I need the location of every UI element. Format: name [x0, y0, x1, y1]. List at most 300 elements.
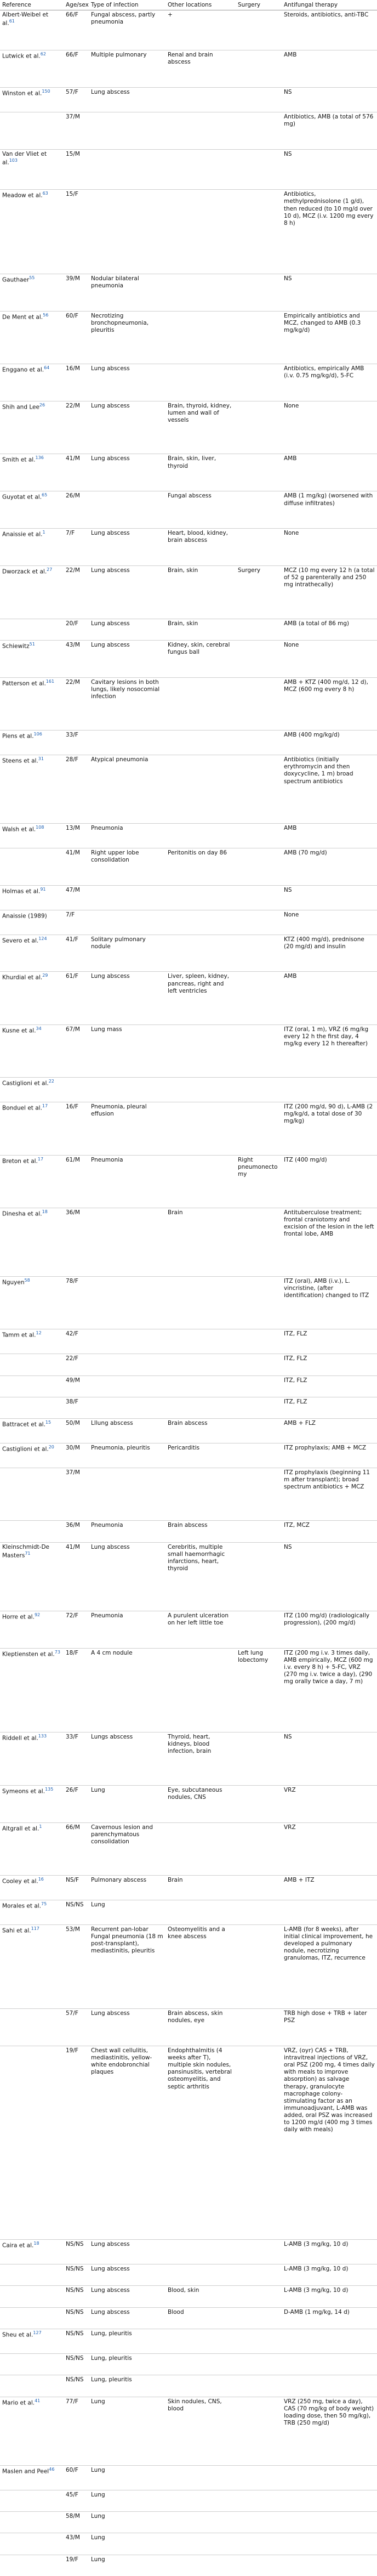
cell-antifungal-therapy-text: NS — [284, 150, 292, 157]
cell-other-locations-text: Heart, blood, kidney, brain abscess — [168, 530, 228, 544]
cell-antifungal-therapy-text: Antibiotics, AMB (a total of 576 mg) — [284, 114, 374, 128]
cell-type-of-infection — [89, 364, 165, 401]
cell-type-of-infection-text: Chest wall cellulitis, mediastinitis, yellow-white endobronchial plaques — [91, 2047, 152, 2076]
cell-surgery — [236, 529, 282, 566]
reference-citation-link[interactable]: 18 — [33, 2241, 39, 2246]
cell-age-sex — [64, 1024, 89, 1077]
cell-antifungal-therapy — [282, 491, 377, 529]
table-row — [0, 2240, 377, 2264]
cell-reference — [0, 2264, 64, 2285]
reference-citation-link[interactable]: 16 — [38, 1876, 44, 1882]
cell-surgery — [236, 10, 282, 50]
cell-age-sex — [64, 2329, 89, 2354]
cell-surgery-text: Surgery — [238, 567, 261, 574]
cell-other-locations — [165, 935, 236, 972]
cell-age-sex-text: 37/M — [66, 114, 80, 121]
cell-reference — [0, 1375, 64, 1397]
cell-other-locations — [165, 10, 236, 50]
cell-reference — [0, 885, 64, 910]
reference-citation-link[interactable]: 15 — [45, 1420, 52, 1425]
cell-age-sex-text: 38/F — [66, 1398, 78, 1405]
cell-surgery — [236, 2307, 282, 2329]
table-row — [0, 2009, 377, 2046]
cell-type-of-infection-text: Lung abscess — [91, 455, 130, 462]
cell-surgery — [236, 972, 282, 1024]
cell-reference — [0, 2307, 64, 2329]
cell-other-locations-text: Liver, spleen, kidney, pancreas, right and left ventricles — [168, 973, 230, 994]
cell-other-locations — [165, 910, 236, 935]
reference-citation-link[interactable]: 31 — [38, 756, 44, 762]
cell-reference — [0, 2046, 64, 2239]
cell-other-locations — [165, 1024, 236, 1077]
reference-citation-link[interactable]: 75 — [41, 1901, 47, 1906]
table-row — [0, 885, 377, 910]
cell-surgery — [236, 1924, 282, 2008]
cell-reference — [0, 2240, 64, 2264]
reference-citation-link[interactable]: 1 — [42, 530, 45, 535]
table-row — [0, 1078, 377, 1102]
cell-reference-text: Dworzack et al. — [2, 568, 47, 575]
cell-reference — [0, 311, 64, 364]
cell-type-of-infection — [89, 1208, 165, 1276]
reference-citation-link[interactable]: 117 — [31, 1926, 39, 1931]
reference-citation-link[interactable]: 64 — [44, 365, 50, 371]
cell-type-of-infection-text: Multiple pulmonary — [91, 52, 147, 59]
cell-other-locations — [165, 1397, 236, 1418]
reference-citation-link[interactable]: 71 — [25, 1550, 31, 1556]
cell-antifungal-therapy — [282, 731, 377, 755]
table-row — [0, 1521, 377, 1542]
cell-antifungal-therapy-text: ITZ prophylaxis (beginning 11 m after transplant); broad spectrum antibiotics + MCZ — [284, 1469, 370, 1491]
cell-surgery — [236, 885, 282, 910]
cell-type-of-infection — [89, 910, 165, 935]
cell-antifungal-therapy-text: NS — [284, 1543, 292, 1550]
reference-citation-link[interactable]: 62 — [40, 52, 46, 57]
cell-surgery-text: Right pneumonectomy — [238, 1156, 278, 1177]
cell-age-sex-text: 19/F — [66, 2556, 78, 2563]
cell-age-sex — [64, 2240, 89, 2264]
cell-age-sex — [64, 1443, 89, 1468]
reference-citation-link[interactable]: 127 — [33, 2330, 42, 2336]
reference-citation-link[interactable]: 91 — [40, 886, 46, 892]
cell-type-of-infection — [89, 1155, 165, 1208]
cell-reference — [0, 2490, 64, 2511]
table-row — [0, 2490, 377, 2511]
cell-surgery — [236, 1397, 282, 1418]
cell-type-of-infection — [89, 2240, 165, 2264]
cell-age-sex-text: 16/F — [66, 1103, 78, 1111]
reference-citation-link[interactable]: 18 — [42, 1209, 48, 1214]
cell-age-sex-text: 15/F — [66, 191, 78, 198]
reference-citation-link[interactable]: 26 — [39, 403, 45, 408]
cell-reference-text: Holmas et al. — [2, 888, 41, 895]
cell-antifungal-therapy-text: AMB + FLZ — [284, 1420, 316, 1427]
cell-type-of-infection-text: Pneumonia, pleuritis — [91, 1445, 150, 1452]
reference-citation-link[interactable]: 133 — [38, 1734, 47, 1739]
cell-type-of-infection-text: Right upper lobe consolidation — [91, 849, 139, 864]
cell-antifungal-therapy-text: AMB + ITZ — [284, 1876, 315, 1883]
reference-citation-link[interactable]: 161 — [45, 678, 55, 684]
cell-other-locations — [165, 1733, 236, 1785]
cell-age-sex-text: 60/F — [66, 312, 78, 319]
reference-citation-link[interactable]: 92 — [34, 1612, 41, 1617]
cell-surgery — [236, 1521, 282, 1542]
reference-citation-link[interactable]: 63 — [42, 191, 48, 196]
cell-type-of-infection-text: Pneumonia — [91, 825, 123, 832]
cell-reference — [0, 1208, 64, 1276]
cell-surgery — [236, 1468, 282, 1520]
cell-surgery — [236, 1024, 282, 1077]
cell-other-locations-text: Brain — [168, 1209, 183, 1216]
reference-citation-link[interactable]: 12 — [36, 1331, 42, 1336]
cell-age-sex — [64, 88, 89, 112]
table-row — [0, 10, 377, 50]
cell-age-sex-text: 42/F — [66, 1331, 78, 1338]
reference-citation-link[interactable]: 46 — [49, 2466, 55, 2472]
cell-reference-text: Guyotat et al. — [2, 494, 42, 501]
cell-reference — [0, 1276, 64, 1329]
cell-antifungal-therapy — [282, 972, 377, 1024]
cell-antifungal-therapy — [282, 274, 377, 311]
cell-other-locations — [165, 1276, 236, 1329]
cell-age-sex-text: 22/M — [66, 567, 80, 574]
cell-type-of-infection-text: Lung abscess — [91, 365, 130, 372]
cell-surgery — [236, 1542, 282, 1611]
reference-citation-link[interactable]: 136 — [35, 455, 44, 461]
reference-citation-link[interactable]: 56 — [43, 312, 49, 318]
cell-surgery — [236, 2375, 282, 2397]
cell-surgery — [236, 1102, 282, 1155]
cell-type-of-infection — [89, 1397, 165, 1418]
cell-other-locations — [165, 731, 236, 755]
cell-age-sex — [64, 454, 89, 491]
cell-reference-text: Smith et al. — [2, 456, 36, 463]
cell-antifungal-therapy — [282, 1375, 377, 1397]
cell-type-of-infection-text: Lung abscess — [91, 2241, 130, 2248]
table-row — [0, 2397, 377, 2465]
cell-other-locations-text: Brain, skin — [168, 620, 198, 627]
cell-type-of-infection — [89, 972, 165, 1024]
cell-type-of-infection — [89, 935, 165, 972]
cell-age-sex-text: NS/F — [66, 1876, 79, 1883]
cell-type-of-infection — [89, 2490, 165, 2511]
cell-antifungal-therapy — [282, 2307, 377, 2329]
cell-antifungal-therapy — [282, 2353, 377, 2375]
reference-citation-link[interactable]: 150 — [42, 89, 50, 94]
cell-other-locations-text: Blood — [168, 2308, 184, 2315]
reference-citation-link[interactable]: 58 — [24, 1277, 30, 1283]
cell-antifungal-therapy — [282, 1397, 377, 1418]
cell-type-of-infection — [89, 50, 165, 88]
cell-other-locations-text: Brain, skin, liver, thyroid — [168, 455, 216, 469]
cell-other-locations — [165, 1785, 236, 1822]
cell-reference — [0, 2375, 64, 2397]
cell-surgery — [236, 1785, 282, 1822]
cell-age-sex-text: NS/NS — [66, 2241, 84, 2248]
reference-citation-link[interactable]: 103 — [9, 158, 18, 163]
reference-citation-link[interactable]: 34 — [36, 1026, 42, 1031]
cell-type-of-infection — [89, 566, 165, 619]
cell-antifungal-therapy — [282, 1024, 377, 1077]
cell-type-of-infection-text: Lung — [91, 2556, 105, 2563]
cell-age-sex-text: 22/M — [66, 403, 80, 410]
cell-antifungal-therapy — [282, 1900, 377, 1924]
table-row — [0, 364, 377, 401]
cell-age-sex-text: NS/NS — [66, 2287, 84, 2294]
cell-type-of-infection-text: Lung — [91, 1901, 105, 1908]
cell-type-of-infection-text: Lung abscess — [91, 567, 130, 574]
cell-type-of-infection — [89, 1276, 165, 1329]
cell-reference — [0, 274, 64, 311]
cell-reference — [0, 2286, 64, 2307]
cell-antifungal-therapy — [282, 2286, 377, 2307]
cell-type-of-infection-text: Lung abscess — [91, 1543, 130, 1550]
cell-reference-text: Riddell et al. — [2, 1735, 38, 1742]
cell-other-locations — [165, 1354, 236, 1375]
cell-type-of-infection-text: Cavernous lesion and parenchymatous consolidation — [91, 1824, 153, 1845]
cell-other-locations — [165, 2375, 236, 2397]
cell-other-locations — [165, 2555, 236, 2576]
cell-other-locations — [165, 1875, 236, 1900]
cell-type-of-infection — [89, 2264, 165, 2285]
cell-type-of-infection — [89, 2009, 165, 2046]
cell-other-locations — [165, 1155, 236, 1208]
cell-antifungal-therapy-text: ITZ, FLZ — [284, 1377, 307, 1384]
cell-age-sex-text: 43/M — [66, 642, 80, 649]
table-row — [0, 731, 377, 755]
cell-surgery — [236, 1329, 282, 1354]
reference-citation-link[interactable]: 29 — [42, 973, 48, 978]
reference-citation-link[interactable]: 61 — [9, 19, 15, 24]
cell-type-of-infection — [89, 2307, 165, 2329]
cell-other-locations — [165, 1611, 236, 1648]
cell-other-locations — [165, 112, 236, 150]
cell-other-locations — [165, 2329, 236, 2354]
cell-surgery — [236, 1733, 282, 1785]
cell-surgery — [236, 2533, 282, 2555]
cell-antifungal-therapy-text: None — [284, 530, 299, 537]
cell-age-sex-text: 26/M — [66, 492, 80, 500]
cell-age-sex-text: 41/F — [66, 936, 78, 943]
cell-type-of-infection — [89, 2511, 165, 2533]
cell-age-sex — [64, 2490, 89, 2511]
cell-reference — [0, 88, 64, 112]
cell-age-sex — [64, 1375, 89, 1397]
reference-citation-link[interactable]: 124 — [38, 936, 47, 941]
cell-type-of-infection — [89, 619, 165, 640]
header-row — [0, 0, 377, 10]
cell-antifungal-therapy — [282, 1329, 377, 1354]
cell-other-locations-text: Brain, thyroid, kidney, lumen and wall of vessels — [168, 403, 232, 424]
table-row — [0, 401, 377, 454]
cell-antifungal-therapy — [282, 1648, 377, 1732]
cell-other-locations — [165, 1900, 236, 1924]
cell-antifungal-therapy-text: KTZ (400 mg/d), prednisone (20 mg/d) and insulin — [284, 936, 364, 950]
cell-surgery — [236, 1611, 282, 1648]
cell-type-of-infection — [89, 848, 165, 885]
cell-type-of-infection — [89, 112, 165, 150]
cell-age-sex-text: 57/F — [66, 89, 78, 96]
reference-citation-link[interactable]: 51 — [29, 642, 35, 647]
cell-antifungal-therapy-text: AMB — [284, 825, 297, 832]
table-row — [0, 2307, 377, 2329]
cell-type-of-infection-text: Fungal abscess, partly pneumonia — [91, 12, 156, 26]
cell-reference-text: Anaissie (1989) — [2, 913, 47, 920]
cell-age-sex-text: 26/F — [66, 1786, 78, 1793]
cell-other-locations — [165, 1208, 236, 1276]
reference-citation-link[interactable]: 73 — [54, 1649, 60, 1655]
cell-surgery — [236, 1443, 282, 1468]
cell-age-sex-text: 16/M — [66, 365, 80, 372]
cell-age-sex-text: NS/NS — [66, 2330, 84, 2337]
cell-other-locations — [165, 1521, 236, 1542]
cell-other-locations — [165, 50, 236, 88]
table-row — [0, 2329, 377, 2354]
cell-antifungal-therapy — [282, 2375, 377, 2397]
cell-reference — [0, 2009, 64, 2046]
cell-other-locations — [165, 2046, 236, 2239]
cell-other-locations — [165, 454, 236, 491]
cell-antifungal-therapy-text: None — [284, 642, 299, 649]
reference-citation-link[interactable]: 55 — [29, 275, 35, 280]
cell-antifungal-therapy-text: ITZ, FLZ — [284, 1331, 307, 1338]
reference-citation-link[interactable]: 108 — [36, 825, 44, 830]
table-row — [0, 88, 377, 112]
reference-citation-link[interactable]: 106 — [33, 732, 42, 737]
cell-antifungal-therapy — [282, 885, 377, 910]
cell-other-locations — [165, 2009, 236, 2046]
cell-other-locations-text: Brain abscess, skin nodules, eye — [168, 2010, 223, 2024]
cell-antifungal-therapy — [282, 1276, 377, 1329]
cell-reference — [0, 529, 64, 566]
cell-age-sex — [64, 1521, 89, 1542]
cell-age-sex — [64, 1397, 89, 1418]
cell-antifungal-therapy — [282, 1208, 377, 1276]
cell-reference-text: Kleinschmidt-De Masters — [2, 1543, 49, 1559]
cell-age-sex-text: 50/M — [66, 1420, 80, 1427]
reference-citation-link[interactable]: 20 — [48, 1445, 54, 1450]
cell-age-sex-text: NS/NS — [66, 2265, 84, 2272]
reference-citation-link[interactable]: 135 — [45, 1786, 54, 1792]
cell-other-locations — [165, 88, 236, 112]
cell-surgery — [236, 2555, 282, 2576]
table-row — [0, 454, 377, 491]
cell-reference — [0, 1155, 64, 1208]
cell-age-sex — [64, 1924, 89, 2008]
cell-age-sex — [64, 2307, 89, 2329]
reference-citation-link[interactable]: 27 — [47, 567, 53, 573]
cell-type-of-infection-text: Lung abscess — [91, 620, 130, 627]
reference-citation-link[interactable]: 65 — [42, 492, 48, 498]
cell-reference — [0, 2555, 64, 2576]
cell-type-of-infection-text: Lllung abscess — [91, 1420, 133, 1427]
cell-antifungal-therapy — [282, 190, 377, 274]
cell-type-of-infection-text: Atypical pneumonia — [91, 756, 148, 763]
cell-age-sex-text: 18/F — [66, 1649, 78, 1656]
reference-citation-link[interactable]: 1 — [39, 1824, 42, 1829]
cell-antifungal-therapy — [282, 2329, 377, 2354]
cell-age-sex-text: 20/F — [66, 620, 78, 627]
cell-age-sex-text: 7/F — [66, 530, 75, 537]
cell-surgery — [236, 2240, 282, 2264]
cell-type-of-infection — [89, 2555, 165, 2576]
cell-age-sex-text: 28/F — [66, 756, 78, 763]
header-age-sex: Age/sex — [64, 0, 89, 10]
cell-antifungal-therapy — [282, 755, 377, 824]
cell-other-locations — [165, 2511, 236, 2533]
cell-antifungal-therapy — [282, 1822, 377, 1875]
cell-other-locations-text: Brain abscess — [168, 1522, 208, 1529]
table-row — [0, 1024, 377, 1077]
cell-surgery — [236, 1375, 282, 1397]
cell-antifungal-therapy — [282, 401, 377, 454]
cell-type-of-infection — [89, 1785, 165, 1822]
reference-citation-link[interactable]: 22 — [48, 1079, 54, 1084]
cell-surgery — [236, 401, 282, 454]
header-antifungal-therapy: Antifungal therapy — [282, 0, 377, 10]
cell-type-of-infection — [89, 1900, 165, 1924]
cell-antifungal-therapy-text: Antibiotics (initially erythromycin and then doxycycline, 1 m) broad spectrum antibiotics — [284, 756, 353, 785]
cell-antifungal-therapy-text: AMB + KTZ (400 mg/d, 12 d), MCZ (600 mg every 8 h) — [284, 678, 368, 693]
reference-citation-link[interactable]: 17 — [42, 1103, 48, 1109]
header-surgery: Surgery — [236, 0, 282, 10]
cell-other-locations-text: Eye, subcutaneous nodules, CNS — [168, 1786, 222, 1801]
cell-reference — [0, 824, 64, 848]
cell-type-of-infection-text: Lung mass — [91, 1026, 122, 1033]
cell-age-sex-text: 37/M — [66, 1469, 80, 1476]
cell-reference-text: Piens et al. — [2, 733, 34, 740]
cell-age-sex — [64, 112, 89, 150]
reference-citation-link[interactable]: 41 — [35, 2398, 41, 2403]
cell-surgery — [236, 149, 282, 189]
cell-antifungal-therapy-text: L-AMB (for 8 weeks), after initial clinical improvement, he developed a pulmonary nodule, necrotizing granulomas, ITZ, recurrence — [284, 1926, 373, 1962]
table-row — [0, 2353, 377, 2375]
cell-age-sex-text: 66/M — [66, 1824, 80, 1831]
cell-age-sex-text: 45/F — [66, 2491, 78, 2498]
cell-age-sex-text: NS/NS — [66, 2354, 84, 2362]
cell-reference-text: Kleptiensten et al. — [2, 1651, 55, 1658]
cell-other-locations-text: Endophthalmitis (4 weeks after T), multiple skin nodules, pansinusitis, vertebral osteomyelitis, and septic arthritis — [168, 2047, 232, 2090]
cell-type-of-infection-text: Lung, pleuritis — [91, 2376, 132, 2383]
cell-antifungal-therapy — [282, 2009, 377, 2046]
cell-reference-text: Tamm et al. — [2, 1332, 36, 1339]
cell-reference — [0, 1542, 64, 1611]
cell-reference — [0, 1733, 64, 1785]
table-row — [0, 2286, 377, 2307]
cell-antifungal-therapy-text: Antibiotics, methylprednisolone (1 g/d), then reduced (to 10 mg/d over 10 d), MCZ (i.v. 1200 mg every 8 h) — [284, 191, 374, 227]
cell-antifungal-therapy-text: L-AMB (3 mg/kg, 10 d) — [284, 2287, 349, 2294]
cell-antifungal-therapy — [282, 2240, 377, 2264]
table-row — [0, 1443, 377, 1468]
cell-antifungal-therapy-text: VRZ — [284, 1824, 296, 1831]
cell-surgery — [236, 619, 282, 640]
table-row — [0, 1875, 377, 1900]
cell-age-sex-text: 30/M — [66, 1445, 80, 1452]
cell-age-sex — [64, 1419, 89, 1443]
cell-reference-text: Enggano et al. — [2, 366, 44, 373]
cell-surgery — [236, 1354, 282, 1375]
cell-antifungal-therapy — [282, 1542, 377, 1611]
table-row — [0, 1155, 377, 1208]
cell-type-of-infection — [89, 1521, 165, 1542]
cell-other-locations — [165, 2307, 236, 2329]
reference-citation-link[interactable]: 17 — [37, 1156, 44, 1162]
cell-age-sex — [64, 1822, 89, 1875]
cell-age-sex — [64, 311, 89, 364]
cell-type-of-infection-text: Lung — [91, 2466, 105, 2473]
table-row — [0, 1397, 377, 1418]
cell-antifungal-therapy-text: MCZ (10 mg every 12 h (a total of 52 g parenterally and 250 mg intrathecally) — [284, 567, 375, 588]
